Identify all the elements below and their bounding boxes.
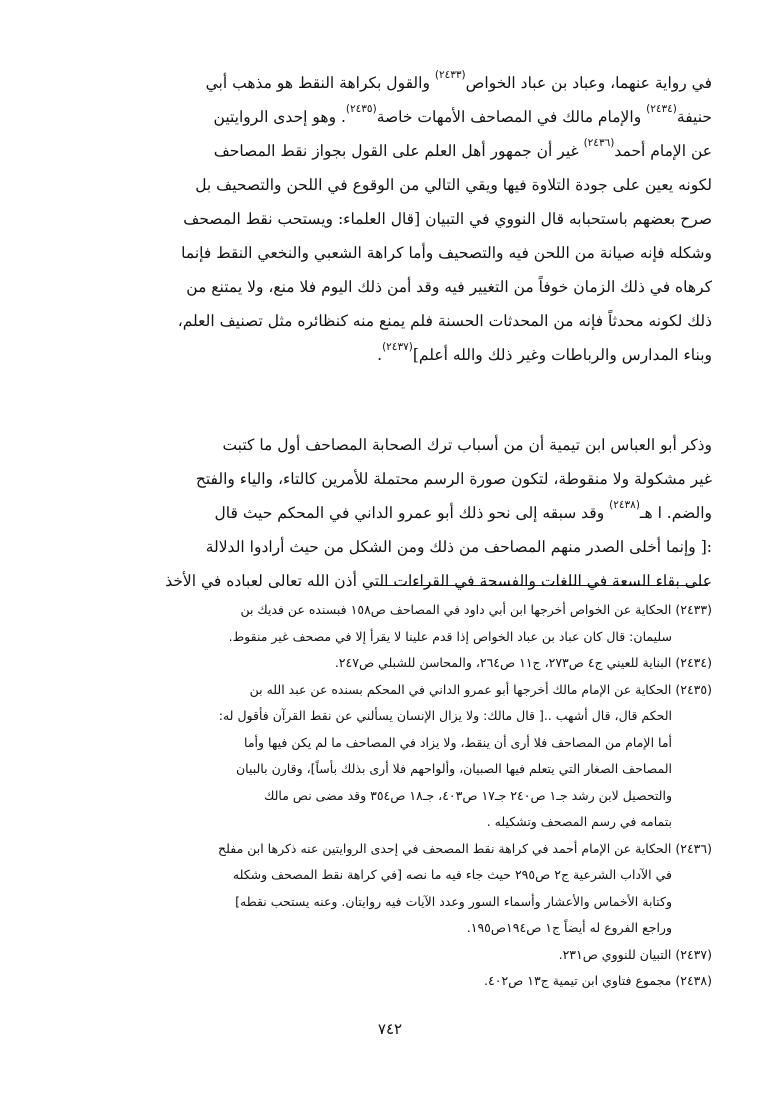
footnote-ref[interactable]: (٢٤٣٧) — [382, 341, 413, 353]
footnote-line: وراجع الفروع له أيضاً ج١ ص١٩٤ص١٩٥. — [466, 920, 672, 935]
footnote — [80, 942, 712, 969]
body-text: والضم. ا هـ — [639, 504, 712, 522]
footnote-ref[interactable]: (٢٤٣٣) — [434, 69, 466, 81]
footnote-line: سليمان: قال كان عباد بن عباد الخواص إذا قدم علينا لا يقرأ إلا في مصحف غير منقوط. — [228, 628, 672, 644]
footnote-separator — [378, 585, 708, 586]
body-line: لكونه يعين على جودة التلاوة فيها ويقي التالي من الوقوع في اللحن والتصحيف بل — [195, 176, 712, 194]
body-line — [80, 66, 712, 100]
body-text: في رواية عنهما، وعباد بن عباد الخواص — [465, 74, 712, 92]
body-line: غير مشكولة ولا منقوطة، لتكون صورة الرسم محتملة للأمرين كالتاء، والياء والفتح — [195, 470, 712, 488]
footnote-ref[interactable]: (٢٤٣٦) — [583, 137, 615, 149]
body-text: . — [377, 346, 383, 364]
body-text: . وهو إحدى الروايتين — [213, 108, 346, 126]
body-line — [80, 338, 712, 372]
footnote-line: بتمامه في رسم المصحف وتشكيله . — [486, 814, 672, 829]
body-paragraph-1 — [80, 66, 712, 372]
footnote-number: (٢٤٣٨) — [675, 973, 712, 988]
footnote-ref[interactable]: (٢٤٣٤) — [646, 103, 677, 115]
footnote-number: (٢٤٣٥) — [675, 681, 712, 697]
footnotes — [80, 597, 712, 995]
footnote-line: (٢٤٣٨) مجموع فتاوي ابن تيمية ج١٣ ص٤٠٢. — [484, 973, 712, 988]
footnote — [80, 597, 712, 650]
body-line — [80, 100, 712, 134]
body-line: صرح بعضهم باستحبابه قال النووي في التبيان [قال العلماء: ويستحب نقط المصحف — [183, 210, 712, 228]
body-text: والإمام مالك في المصاحف الأمهات خاصة — [376, 108, 642, 126]
footnote-ref[interactable]: (٢٤٣٥) — [345, 103, 377, 115]
body-line: ذلك لكونه محدثاً فإنه من المحدثات الحسنة فلم يمنع منه كنظائره مثل تصنيف العلم، — [177, 312, 712, 330]
body-line: كرهاه في ذلك الزمان خوفاً من التغيير فيه وقد أمن ذلك اليوم فلا منع، ولا يمتنع من — [186, 278, 712, 296]
body-line — [80, 496, 712, 530]
body-line — [80, 134, 712, 168]
page-number: ٧٤٢ — [377, 1020, 403, 1038]
body-line: :[ وإنما أخلى الصدر منهم المصاحف من ذلك ومن الشكل من حيث أرادوا الدلالة — [205, 538, 712, 556]
footnote-line: في الآداب الشرعية ج٢ ص٢٩٥ حيث جاء فيه ما نصه [في كراهة نقط المصحف وشكله — [232, 867, 672, 882]
body-text: وقد سبقه إلى نحو ذلك أبو عمرو الداني في المحكم حيث قال — [214, 504, 605, 522]
footnote-line: (٢٤٣٧) التبيان للنووي ص٢٣١. — [558, 946, 712, 962]
footnote — [80, 677, 712, 836]
body-text: غير أن جمهور أهل العلم على القول بجواز نقط المصاحف — [213, 142, 579, 160]
body-line: وذكر أبو العباس ابن تيمية أن من أسباب ترك الصحابة المصاحف أول ما كتبت — [222, 436, 712, 454]
body-line: على بقاء السعة في اللغات والفسحة في القراءات التي أذن الله تعالى لعباده في الأخذ — [165, 572, 712, 590]
footnote-line: والتحصيل لابن رشد جـ١ ص٢٤٠ جـ١٧ ص٤٠٣، جـ١٨ ص٣٥٤ وقد مضى نص مالك — [264, 787, 672, 803]
footnote-line: المصاحف الصغار التي يتعلم فيها الصبيان، وألواحهم فلا أرى بذلك بأساً]، وقارن بالبيان — [235, 761, 672, 776]
footnote-line: (٢٤٣٤) البناية للعيني ج٤ ص٢٧٣، ج١١ ص٢٦٤، والمحاسن للشبلي ص٢٤٧. — [334, 655, 712, 670]
body-text: عن الإمام أحمد — [614, 142, 712, 160]
footnote-line: (٢٤٣٥) الحكاية عن الإمام مالك أخرجها أبو عمرو الداني في المحكم بسنده عن عبد الله بن — [249, 681, 712, 697]
footnote — [80, 968, 712, 995]
body-paragraph-2 — [80, 428, 712, 598]
footnote-number: (٢٤٣٣) — [675, 602, 712, 617]
footnote-number: (٢٤٣٤) — [675, 655, 712, 670]
footnote-line: (٢٤٣٦) الحكاية عن الإمام أحمد في كراهة نقط المصحف في إحدى الروايتين عنه ذكرها ابن مفلح — [218, 840, 712, 856]
body-text: حنيفة — [676, 108, 712, 126]
footnote-number: (٢٤٣٧) — [675, 946, 712, 962]
footnote-line: أما الإمام من المصاحف فلا أرى أن ينقط، ولا يزاد في المصاحف ما لم يكن فيها وأما — [244, 734, 672, 750]
body-text: والقول بكراهة النقط هو مذهب أبي — [205, 74, 430, 92]
footnote-line: الحكم قال، قال أشهب ..[ قال مالك: ولا يزال الإنسان يسألني عن نقط القرآن فأقول له: — [218, 708, 672, 723]
footnote-line: (٢٤٣٣) الحكاية عن الخواص أخرجها ابن أبي داود في المصاحف ص١٥٨ فبسنده عن فديك بن — [240, 602, 712, 617]
body-line: وشكله فإنه صيانة من اللحن فيه والتصحيف وأما كراهة الشعبي والنخعي النقط فإنما — [181, 244, 712, 262]
footnote-number: (٢٤٣٦) — [675, 840, 712, 856]
footnote-ref[interactable]: (٢٤٣٨) — [609, 499, 640, 511]
footnote — [80, 836, 712, 942]
footnote-line: وكتابة الأخماس والأعشار وأسماء السور وعدد الآيات فيه روايتان. وعنه يستحب نقطه] — [235, 893, 672, 909]
footnote — [80, 650, 712, 677]
body-text: وبناء المدارس والرباطات وغير ذلك والله أعلم] — [412, 346, 712, 364]
